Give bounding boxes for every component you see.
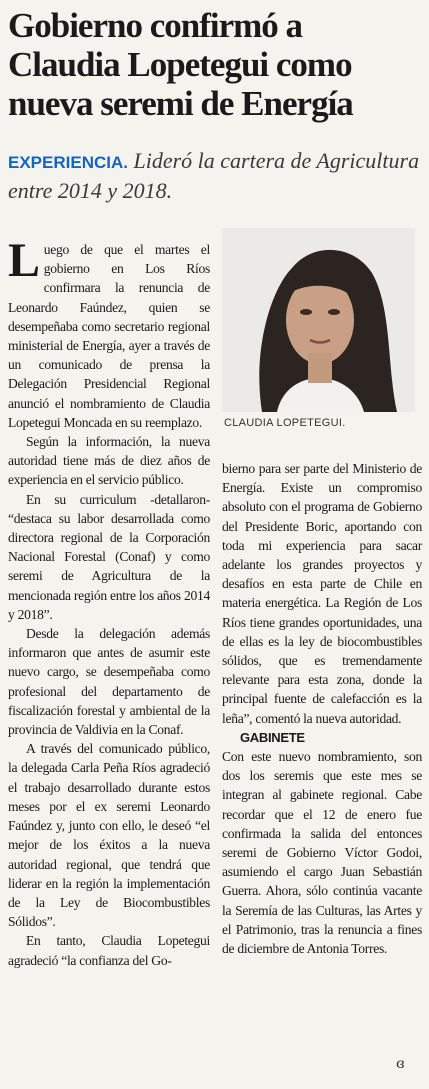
- paragraph: Desde la delegación además informaron que antes de asumir este nuevo cargo, se desempeñaba como profesional del departamento de fiscalización forestal y ambiental de la provincia de Valdivia en la Conaf.: [8, 626, 210, 738]
- photo-caption: CLAUDIA LOPETEGUI.: [224, 417, 346, 429]
- paragraph: bierno para ser parte del Ministerio de Energía. Existe un compromiso absoluto con el programa de Gobierno del Presidente Boric, aportando con toda mi experiencia para sacar adelante los grandes proyectos y desafíos en esta parte de Chile en materia energética. La Región de Los Ríos tiene grandes oportunidades, una de ellas es la ley de biocombustibles sólidos, que es tremendamente relevante para esta zona, donde la principal fuente de calefacción es la leña”, comentó la nueva autoridad.: [222, 461, 422, 726]
- section-subhead: GABINETE: [240, 729, 305, 745]
- article-dek: [8, 147, 423, 205]
- paragraph: A través del comunicado público, la delegada Carla Peña Ríos agradeció el trabajo desarrollado durante estos meses por el ex seremi Leonardo Faúndez y, junto con ello, le deseó “el mejor de los éxitos a la nueva autoridad regional, que tendrá que liderar en la región la implementación de la Ley de Biocombustibles Sólidos”.: [8, 741, 210, 930]
- portrait-illustration: [222, 228, 415, 412]
- paragraph: Según la información, la nueva autoridad tiene más de diez años de experiencia en el servicio público.: [8, 434, 210, 488]
- drop-cap: L: [8, 234, 40, 287]
- dek-kicker: EXPERIENCIA.: [8, 153, 128, 172]
- paragraph: Con este nuevo nombramiento, son dos los seremis que este mes se integran al gabinete regional. Cabe recordar que el 12 de enero fue confirmada la salida del entonces seremi de Gobierno Víctor Godoi, asumiendo el cargo Juan Sebastián Guerra. Ahora, sólo continúa vacante la Seremía de las Culturas, las Artes y el Patrimonio, tras la renuncia a fines de diciembre de Antonia Torres.: [222, 749, 422, 957]
- article-column-1: [8, 234, 210, 970]
- portrait-photo: [222, 228, 415, 412]
- paragraph: En tanto, Claudia Lopetegui agradeció “la confianza del Go-: [8, 933, 210, 968]
- headline-line-3: nueva seremi de Energía: [8, 84, 353, 123]
- headline-line-1: Gobierno confirmó a: [8, 6, 303, 45]
- headline: [8, 6, 423, 123]
- paragraph: [8, 234, 210, 432]
- paragraph-text: uego de que el martes el gobierno en Los Ríos confirmara la renuncia de Leonardo Faúndez, quien se desempeñaba como secretario regional ministerial de Energía, ayer a través de un comunicado de prensa la Delegación Presidencial Regional anunció el nombramiento de Claudia Lopetegui Moncada en su reemplazo.: [8, 242, 210, 430]
- headline-line-2: Claudia Lopetegui como: [8, 45, 352, 84]
- paragraph: En su curriculum -detallaron- “destaca su labor desarrollada como directora regional de la Corporación Nacional Forestal (Conaf) y como seremi de Agricultura de la mencionada región entre los años 2014 y 2018”.: [8, 491, 210, 622]
- dek-text: Lideró la cartera de Agricultura entre 2014 y 2018.: [8, 148, 420, 203]
- article-column-2: [222, 459, 422, 958]
- end-mark-icon: ɞ: [396, 1056, 405, 1072]
